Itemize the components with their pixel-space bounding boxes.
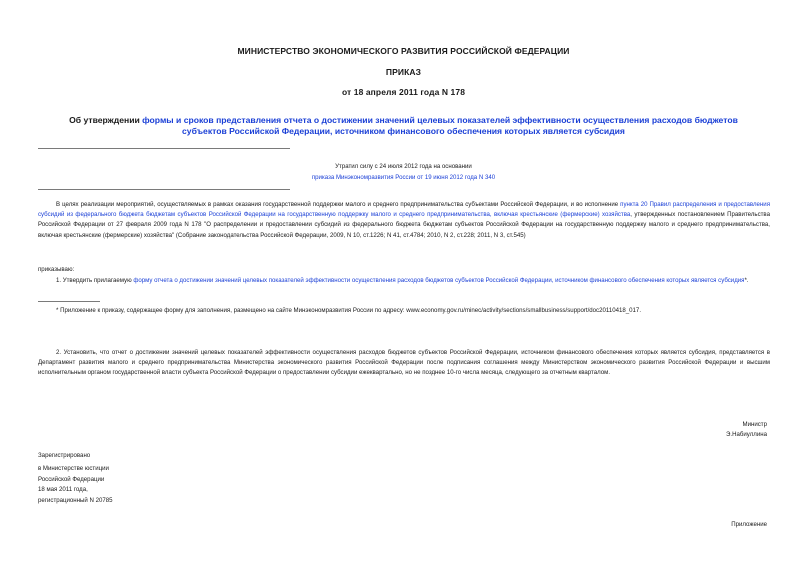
registration-line-5: регистрационный N 20785 <box>38 496 113 504</box>
ministry-title: МИНИСТЕРСТВО ЭКОНОМИЧЕСКОГО РАЗВИТИЯ РОССИЙСКОЙ ФЕДЕРАЦИИ <box>237 46 570 56</box>
footnote-text: * Приложение к приказу, содержащее форму для заполнения, размещено на сайте Минэкономразвития России по адресу: www.economy.gov.ru/minec/activity/sections/smallbusiness/support/doc20110418_017. <box>56 307 642 314</box>
divider-top <box>38 148 290 149</box>
doc-date-number: от 18 апреля 2011 года N 178 <box>341 87 466 97</box>
signature-title: Министр <box>742 421 767 428</box>
item-1-suffix: *. <box>744 277 749 284</box>
registration-line-3: Российской Федерации <box>38 475 105 483</box>
signature-name: Э.Набиуллина <box>726 431 767 438</box>
preamble-rules-link[interactable]: пункта 20 Правил распределения и предоставления субсидий из федерального бюджета бюджетам субъектов Российской Федерации на государственную поддержку малого и среднего предпринимательства, включая крестьянские (фермерские) хозяйства <box>38 201 770 219</box>
divider-status <box>38 189 290 190</box>
item-2-paragraph: 2. Установить, что отчет о достижении значений целевых показателей эффективности осуществления расходов бюджетов субъектов Российской Федерации, источником финансового обеспечения которых является субсидия, представляется в Департамент развития малого и среднего предпринимательства Министерства экономического развития Российской Федерации после подписания соглашения между Министерством экономического развития Российской Федерации и высшим исполнительным органом государственной власти субъекта Российской Федерации о предоставлении субсидии ежеквартально, но не позднее 10-го числа месяца, следующего за отчетным кварталом. <box>38 349 770 377</box>
preamble-text-1: В целях реализации мероприятий, осуществляемых в рамках оказания государственной поддержки малого и среднего предпринимательства субъектами Российской Федерации, и во исполнение <box>56 201 621 208</box>
appendix-label: Приложение <box>731 521 767 528</box>
doc-subject <box>50 115 757 137</box>
footnote-divider <box>38 301 100 302</box>
status-repeal-link[interactable]: приказа Минэкономразвития России от 19 июня 2012 года N 340 <box>311 174 496 181</box>
registration-line-2: в Министерстве юстиции <box>38 465 109 473</box>
preamble-paragraph <box>38 200 770 241</box>
registration-line-4: 18 мая 2011 года, <box>38 486 88 494</box>
signature-block <box>726 420 767 440</box>
registration-line-1: Зарегистрировано <box>38 452 91 459</box>
doc-type-title: ПРИКАЗ <box>385 67 422 77</box>
item-1-form-link[interactable]: форму отчета о достижении значений целевых показателей эффективности осуществления расходов бюджетов субъектов Российской Федерации, источником финансового обеспечения которых является субсидия <box>133 277 745 284</box>
subject-link[interactable]: формы и сроков представления отчета о достижении значений целевых показателей эффективности осуществления расходов бюджетов субъектов Российской Федерации, источником финансового обеспечения которых является субсидия <box>142 115 738 136</box>
item-1-paragraph <box>38 276 770 286</box>
order-word: приказываю: <box>38 266 75 273</box>
subject-prefix: Об утверждении <box>69 115 143 125</box>
item-1-text: 1. Утвердить прилагаемую <box>56 277 134 284</box>
preamble-text-2: , утвержденных постановлением Правительства Российской Федерации от 27 февраля 2009 года N 178 "О распределении и предоставлении субсидий из федерального бюджета бюджетам субъектов Российской Федерации на государственную поддержку малого и среднего предпринимательства, включая крестьянские (фермерские) хозяйства" (Собрание законодательства Российской Федерации, 2009, N 10, ст.1226; N 41, ст.4784; 2010, N 2, ст.228; 2011, N 3, ст.545) <box>38 211 770 239</box>
status-line-1: Утратил силу с 24 июля 2012 года на основании <box>335 163 472 170</box>
registration-block <box>38 451 113 506</box>
